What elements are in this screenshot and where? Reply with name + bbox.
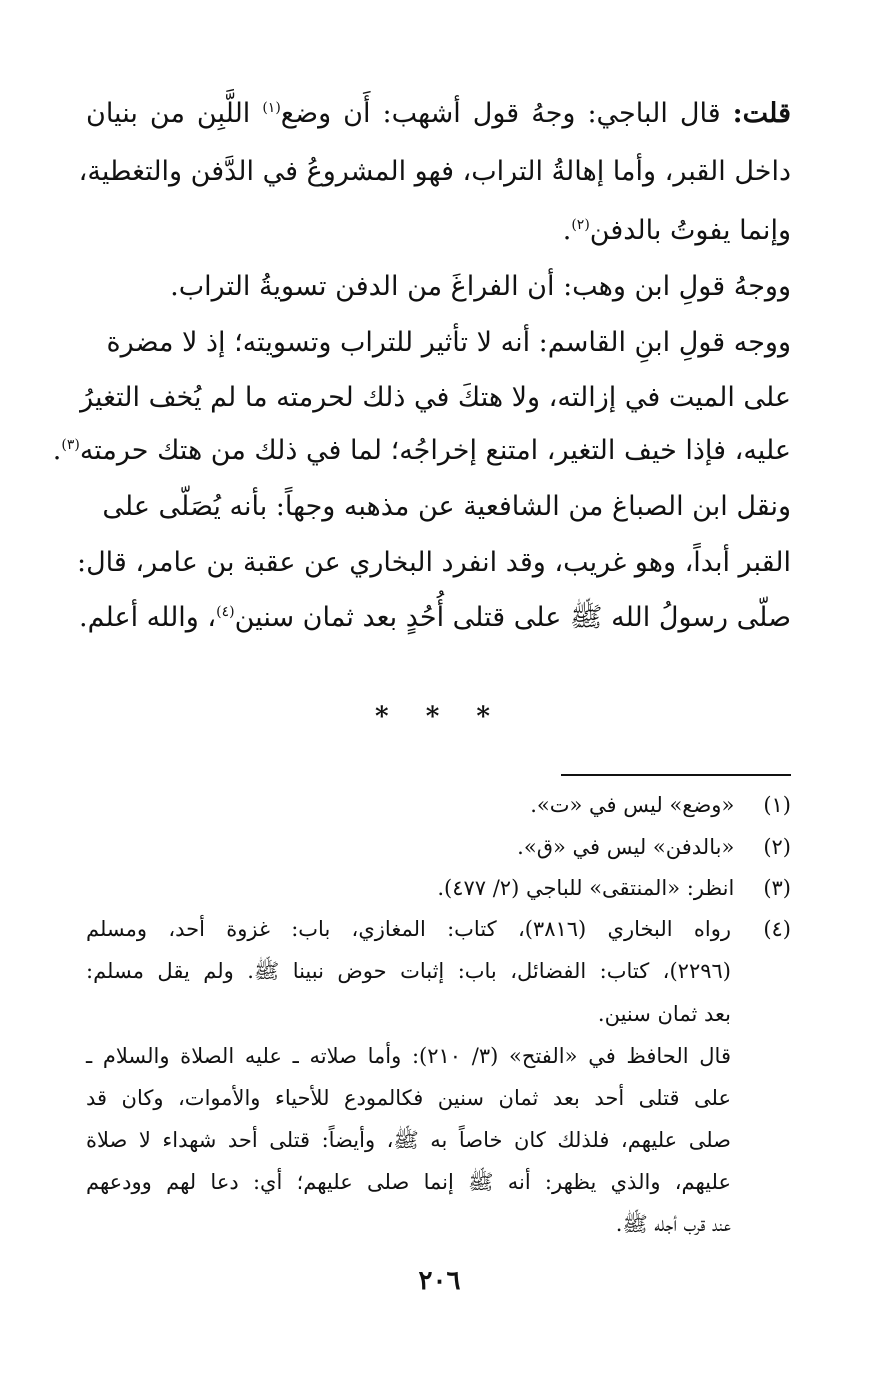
footnote-ref-2[interactable]: (٢) bbox=[571, 217, 590, 233]
footnote-text: «بالدفن» ليس في «ق». bbox=[517, 835, 735, 859]
text-segment: . bbox=[562, 215, 572, 246]
lead-word: قلت: bbox=[732, 98, 791, 129]
footnote-4-line-3: بعد ثمان سنين. bbox=[597, 1002, 731, 1026]
footnote-text: «وضع» ليس في «ت». bbox=[530, 793, 735, 817]
footnote-4-line-1: رواه البخاري (٣٨١٦)، كتاب: المغازي، باب: غزوة أحد، ومسلم bbox=[86, 917, 732, 941]
text-line-5: ووجه قولِ ابنِ القاسم: أنه لا تأثير للتراب وتسويته؛ إذ لا مضرة bbox=[106, 327, 791, 358]
text-line-10 bbox=[78, 598, 791, 638]
text-segment: ، والله أعلم. bbox=[78, 602, 217, 633]
text-line-3 bbox=[86, 211, 791, 251]
text-segment: . bbox=[52, 435, 62, 466]
footnote-4-line-2: (٢٢٩٦)، كتاب: الفضائل، باب: إثبات حوض نبينا ﷺ. ولم يقل مسلم: bbox=[86, 959, 731, 983]
footnote-3 bbox=[86, 873, 791, 903]
footnote-4-line-8: عند قرب أجله ﷺ. bbox=[615, 1212, 731, 1236]
footnote-ref-1[interactable]: (١) bbox=[262, 100, 281, 116]
footnote-number: (٢) bbox=[763, 835, 791, 859]
text-line-6: على الميت في إزالته، ولا هتكَ في ذلك لحرمته ما لم يُخف التغيرُ bbox=[80, 382, 791, 413]
text-segment: اللَّبِن من بنيان bbox=[86, 98, 263, 129]
page-number: ٢٠٦ bbox=[418, 1266, 461, 1296]
footnote-4-line-4: قال الحافظ في «الفتح» (٣/ ٢١٠): وأما صلاته ـ عليه الصلاة والسلام ـ bbox=[86, 1044, 731, 1068]
text-segment: قال الباجي: وجهُ قول أشهب: أَن وضع bbox=[280, 98, 721, 129]
footnote-2 bbox=[86, 832, 791, 862]
footnote-number: (١) bbox=[763, 793, 791, 817]
footnote-1 bbox=[86, 790, 791, 820]
footnote-4-line-5: على قتلى أحد بعد ثمان سنين فكالمودع للأحياء والأموات، وكان قد bbox=[86, 1086, 731, 1110]
footnote-ref-4[interactable]: (٤) bbox=[216, 604, 235, 620]
text-line-8: ونقل ابن الصباغ من الشافعية عن مذهبه وجهاً: بأنه يُصَلّى على bbox=[102, 491, 791, 522]
footnote-4-line-6: صلى عليهم، فلذلك كان خاصاً به ﷺ، وأيضاً: قتلى أحد شهداء لا صلاة bbox=[86, 1128, 731, 1152]
text-segment: صلّى رسولُ الله ﷺ على قتلى أُحُدٍ بعد ثمان سنين bbox=[234, 602, 791, 633]
text-line-9: القبر أبداً، وهو غريب، وقد انفرد البخاري عن عقبة بن عامر، قال: bbox=[76, 547, 791, 578]
footnote-text: انظر: «المنتقى» للباجي (٢/ ٤٧٧). bbox=[437, 876, 735, 900]
footnote-4-line-7: عليهم، والذي يظهر: أنه ﷺ إنما صلى عليهم؛ أي: دعا لهم وودعهم bbox=[86, 1170, 731, 1194]
footnote-number: (٤) bbox=[763, 917, 791, 941]
text-segment: عليه، فإذا خيف التغير، امتنع إخراجُه؛ لما في ذلك من هتك حرمته bbox=[79, 435, 791, 466]
text-line-2: داخل القبر، وأما إهالةُ التراب، فهو المشروعُ في الدَّفن والتغطية، bbox=[78, 156, 791, 187]
footnote-number: (٣) bbox=[763, 876, 791, 900]
text-line-4: ووجهُ قولِ ابن وهب: أن الفراغَ من الدفن تسويةُ التراب. bbox=[170, 271, 791, 302]
text-line-7 bbox=[52, 431, 791, 471]
footnote-ref-3[interactable]: (٣) bbox=[61, 437, 80, 453]
footnote-4-number bbox=[741, 914, 791, 944]
text-segment: وإنما يفوتُ بالدفن bbox=[589, 215, 791, 246]
footnote-divider bbox=[561, 774, 791, 776]
section-separator: * * * bbox=[375, 702, 504, 732]
text-line-1 bbox=[86, 94, 791, 134]
